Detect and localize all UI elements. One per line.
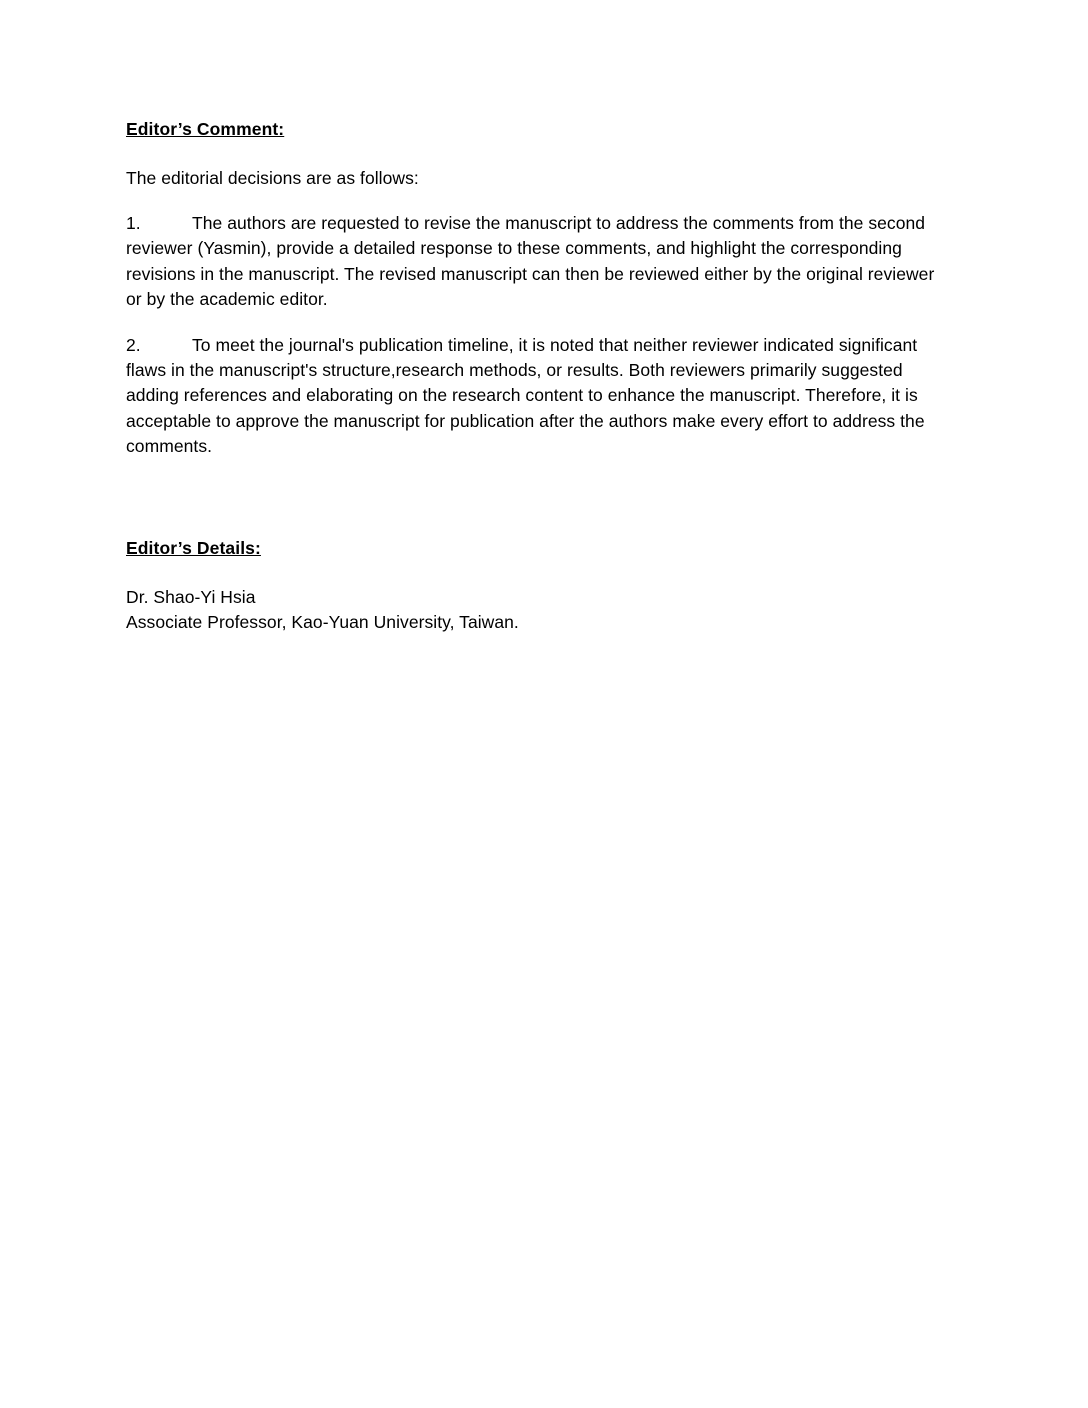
editor-affiliation: Associate Professor, Kao-Yuan University, Taiwan. — [126, 611, 519, 632]
decision-item-1 — [126, 211, 950, 313]
editorial-decisions-intro: The editorial decisions are as follows: — [126, 167, 419, 188]
decision-item-2-text: To meet the journal's publication timeline, it is noted that neither reviewer indicated significant flaws in the manuscript's structure,research methods, or results. Both reviewers primarily suggested adding references and elaborating on the research content to enhance the manuscript. Therefore, it is acceptable to approve the manuscript for publication after the authors make every effort to address the comments. — [126, 334, 925, 456]
editor-details-block — [126, 585, 950, 635]
decision-item-1-number: 1. — [126, 213, 141, 233]
editor-name: Dr. Shao-Yi Hsia — [126, 587, 256, 607]
decision-item-2 — [126, 333, 950, 460]
decision-item-2-number: 2. — [126, 334, 141, 355]
document-body — [126, 118, 950, 635]
section-spacer — [126, 479, 950, 537]
editor-comment-heading: Editor’s Comment: — [126, 119, 285, 139]
editor-details-heading: Editor’s Details: — [126, 538, 261, 559]
decision-item-1-text: The authors are requested to revise the manuscript to address the comments from the second reviewer (Yasmin), provide a detailed response to these comments, and highlight the corresponding revisions in the manuscript. The revised manuscript can then be reviewed either by the original reviewer or by the academic editor. — [126, 213, 935, 310]
